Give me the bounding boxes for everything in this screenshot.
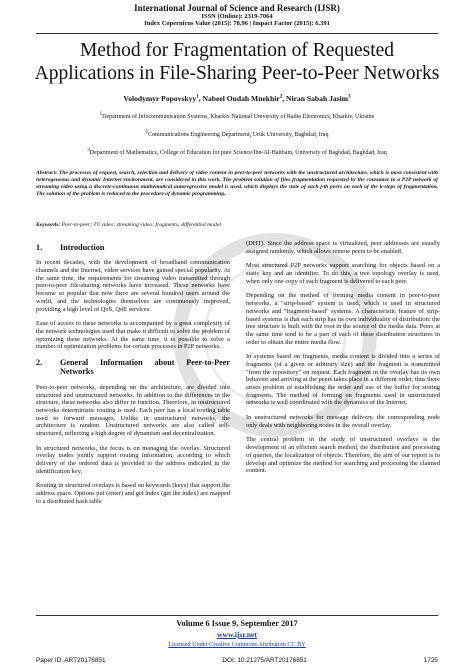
- affiliation-2-sup: 2: [145, 130, 149, 135]
- affiliation-3-text: Department of Mathematics, College of Education for pure Science/Ibn-Al-Haitham, University of Baghdad, Baghdad, Iraq: [89, 150, 387, 156]
- section-1-number: 1.: [36, 243, 43, 252]
- doi-link[interactable]: DOI: 10.21275/ART20176851: [222, 657, 307, 664]
- affiliation-2: [20, 130, 454, 138]
- journal-issn: ISSN (Online): 2319-7064: [201, 13, 273, 21]
- affiliation-3: [20, 148, 454, 156]
- section-1-title: Introduction: [60, 243, 105, 252]
- author-1-sup: 1: [196, 94, 199, 100]
- paragraph: In recent decades, with the development of broadband communication channels and the Internet, video services have gained special popularity. At the same time, the requirements for streaming video transmitted through peer-to-peer file-sharing networks have increased. These networks have become so popular that now there are several hundred users around the world, and the technologies themselves are continuously improved, providing a high level of QoS, QoE services.: [36, 259, 230, 313]
- journal-header: [0, 3, 474, 28]
- affiliation-1: [20, 112, 454, 120]
- author-list: Volodymyr Popovskyy$^1$, Nabeel Oudah Mnekhir$^2$, Niran Sabah Jasim$^3$: [123, 94, 351, 103]
- license-link[interactable]: Licensed Under Creative Commons Attribution CC BY: [168, 641, 306, 648]
- left-column: [36, 240, 230, 512]
- abstract-label: Abstract:: [36, 170, 58, 176]
- paper-title: [20, 40, 454, 85]
- journal-name: International Journal of Science and Research (IJSR): [134, 3, 340, 13]
- paragraph: In structured networks, the focus is on managing the overlay. Structured overlay nodes jointly support routing information, according to which delivery of the ordered data is provided to the address indicated in the identification key.: [36, 444, 230, 475]
- title-line-1: Method for Fragmentation of Requested: [79, 40, 395, 61]
- abstract: [36, 170, 438, 199]
- abstract-text: The processes of request, search, selection and delivery of video content in peer-to-peer networks with the unstructured architecture, which is most consistent with heterogeneous and dynamic Internet environment, are considered in this work. The problem solution of files fragmentation requested by the consumer in a P2P network of streaming video using a discrete-continuous mathematical autoregressive model is used, which displays the state of each j-th peers on each of the k-steps of fragmentation. The solution of the problem is reduced to the procedure of dynamic programming.: [36, 170, 439, 198]
- footer-divider: [36, 615, 438, 616]
- section-2-title: General Information about Peer-to-Peer Networks: [60, 357, 230, 377]
- section-2-number: 2.: [36, 357, 43, 367]
- header-divider: [36, 33, 438, 34]
- keywords-text: Peer-to-peer; TV video; streaming video; fragments; differential model: [61, 222, 221, 228]
- paragraph: The central problem in the study of unstructured overlays is the development of an efficient search method, the distribution and processing of queries, the localization of objects. Therefore, the aim of our report is to develop and optimize the method for searching and processing the claimed content.: [246, 436, 440, 475]
- section-general-info-heading: [36, 358, 230, 377]
- website-link[interactable]: www.ijsr.net: [217, 630, 257, 639]
- paragraph: Peer-to-peer networks, depending on the architecture, are divided into structured and unstructured networks. In addition to the differences in the structure, these networks also differ in function. Therefore, in unstructured networks deterministic routing is used. Each peer has a local routing table used to forward messages. Unlike in unstructured networks, the architecture is random. Unstructured networks are also called self-structured, reflecting a high degree of dynamism and decentralization.: [36, 383, 230, 437]
- keywords-label: Keywords:: [36, 222, 61, 228]
- paragraph: Most structured P2P networks support searching for objects based on a static key and an identifier. To do this, a tree topology overlay is used, when only one copy of each fragment is delivered to each peer.: [246, 262, 440, 285]
- paragraph: Ease of access to these networks is accompanied by a great complexity of the network technologies used that make it difficult to solve the problem of optimizing these networks. At the same time, it is possible to solve a number of optimization problems for certain processes in P2P networks.: [36, 320, 230, 351]
- section-introduction-heading: [36, 243, 230, 252]
- volume-issue: Volume 6 Issue 9, September 2017: [176, 619, 298, 628]
- author-3-sup: 3: [348, 94, 351, 100]
- journal-index: Index Copernicus Value (2015): 78.96 | Impact Factor (2015): 6.391: [144, 20, 330, 28]
- affiliation-3-sup: 3: [87, 148, 90, 153]
- page-number: 1725: [423, 657, 438, 664]
- author-3: Niran Sabah Jasim: [286, 94, 349, 103]
- affiliation-2-text: Communications Engineering Department, Uruk University, Baghdad, Iraq: [148, 132, 329, 138]
- affiliation-1-sup: 1: [99, 112, 103, 117]
- keywords: [36, 222, 438, 228]
- author-1: Volodymyr Popovskyy: [123, 94, 197, 103]
- paper-id: Paper ID: ART20176851: [36, 657, 106, 664]
- paragraph: In systems based on fragments, media content is divided into a series of fragments (of a given or arbitrary size) and the fragment is transmitted "from the repository" on request. Each fragment in the overlay has its own behavior and arriving at the peers takes place in a different order, thus there arises problem of establishing the order and use of the buffer for storing fragments. The method of forming on fragments used in unstructured networks is well coordinated with the dynamics of the Internet.: [246, 353, 440, 407]
- right-column: [246, 240, 440, 482]
- paragraph: Depending on the method of forming media content in peer-to-peer networks, a "strip-based" system is used, which is used in structured networks and "fragment-based" systems. A characteristic feature of strip-based systems is that each strip has its own individuality of distribution: the tree structure is built with the root in the source of the media data. Peers at the same time tend to be a part of each of these distribution structures in order to obtain the entire media flow.: [246, 292, 440, 346]
- author-2: Nabeel Oudah Mnekhir: [202, 94, 280, 103]
- paragraph: In unstructured networks for message delivery, the corresponding node only deals with neighboring nodes in the overall overlay.: [246, 414, 440, 429]
- paragraph: Routing in structured overlays is based on keywords (keys) that support the address space. Options put (enter) and get index (get the index) are mapped to a distributed hash table: [36, 482, 230, 505]
- author-2-sup: 2: [279, 94, 283, 100]
- footer-meta-row: [36, 657, 438, 664]
- title-line-2: Applications in File-Sharing Peer-to-Peer Networks: [34, 62, 440, 84]
- affiliation-1-text: Department of Infocommunication Systems, Kharkiv National University of Radio Electronics, Kharkiv, Ukraine: [102, 114, 375, 120]
- paragraph: (DHT). Since the address space is virtualized, peer addresses are usually assigned randomly, which allows remote peers to be enabled.: [246, 240, 440, 255]
